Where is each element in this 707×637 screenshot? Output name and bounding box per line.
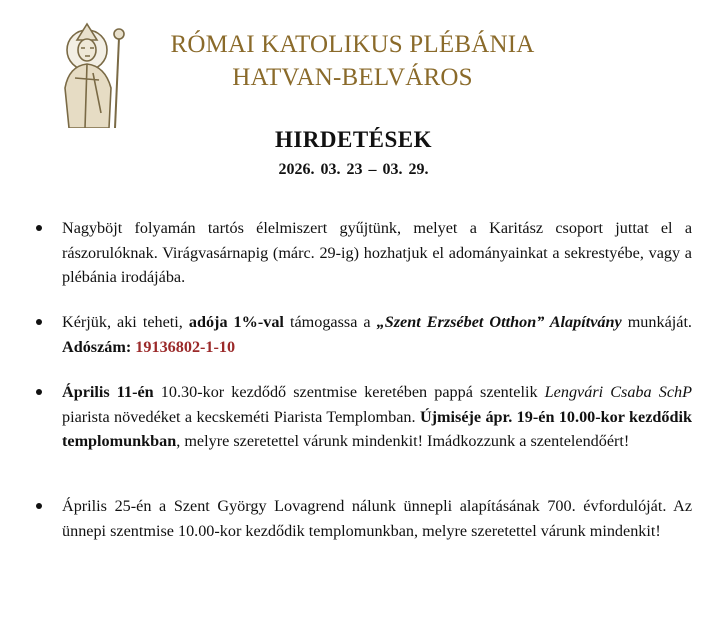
bold-text: Újmiséje ápr. 19-én 10.00-kor kezdődik templomunkban (62, 407, 692, 450)
text: támogassa a (283, 313, 377, 331)
bold-text: adója 1%-val (188, 313, 284, 331)
text: 10.30-kor kezdődő szentmise keretében pappá szentelik (153, 383, 545, 401)
priest-name: Lengvári Csaba SchP (544, 383, 693, 401)
text: piarista növedéket a kecskeméti Piarista Templomban. (62, 407, 420, 426)
announcement-item (62, 380, 692, 454)
tax-number-label: Adószám: (62, 337, 136, 356)
page-title: HIRDETÉSEK (274, 127, 433, 152)
bishop-saint-icon (55, 18, 133, 128)
bullet-icon (36, 319, 42, 325)
bullet-icon (36, 389, 42, 395)
bold-date: Április 11-én (62, 383, 154, 401)
parish-header (130, 28, 575, 94)
date-range: 2026. 03. 23 – 03. 29. (278, 161, 429, 178)
parish-name: RÓMAI KATOLIKUS PLÉBÁNIA (170, 31, 535, 58)
announcement-item (62, 216, 692, 290)
bullet-icon (36, 503, 42, 509)
text: Kérjük, aki teheti, (62, 313, 189, 331)
parish-location: HATVAN-BELVÁROS (232, 64, 473, 91)
text: munkáját. (621, 313, 692, 331)
announcement-text: Április 25-én a Szent György Lovagrend nálunk ünnepli alapításának 700. évfordulóját. Az ünnepi szentmise 10.00-kor kezdődik templomunkban, melyre szeretettel várunk mindenkit! (62, 497, 692, 540)
bullet-icon (36, 225, 42, 231)
foundation-name: „Szent Erzsébet Otthon” Alapítvány (376, 313, 622, 331)
text: , melyre szeretettel várunk mindenkit! Imádkozzunk a szentelendőért! (176, 432, 630, 450)
tax-number: 19136802-1-10 (135, 337, 236, 356)
announcement-text: Nagyböjt folyamán tartós élelmiszert gyűjtünk, melyet a Karitász csoport juttat el a rászorulóknak. Virágvasárnapig (márc. 29-ig) hozhatjuk el adományainkat a sekrestyébe, vagy a plébánia irodájába. (62, 219, 692, 286)
announcement-item (62, 310, 692, 359)
announcement-item (62, 494, 692, 543)
